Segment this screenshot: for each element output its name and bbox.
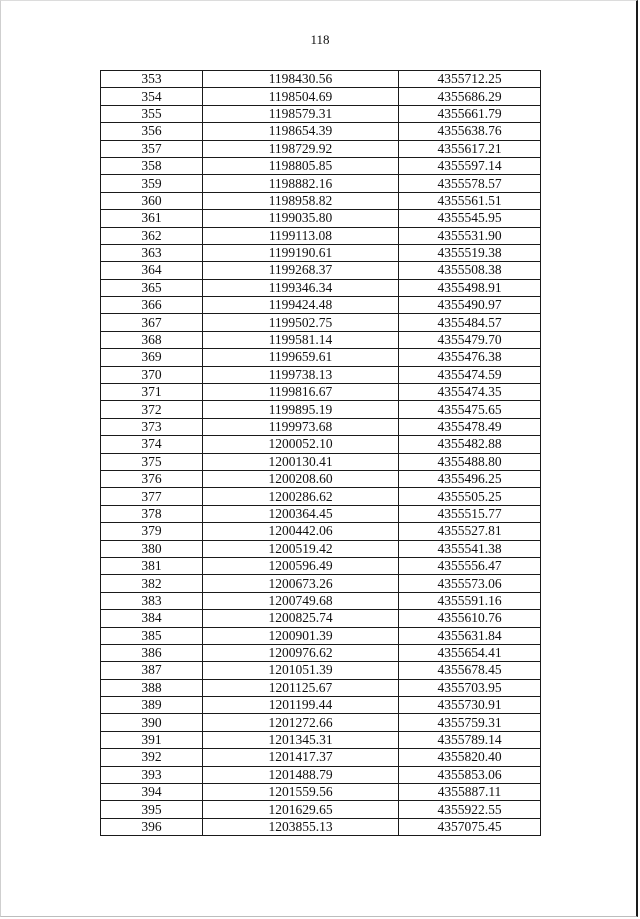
x-coordinate-cell: 1199502.75 xyxy=(203,314,399,331)
point-number-cell: 365 xyxy=(101,279,203,296)
point-number-cell: 383 xyxy=(101,592,203,609)
point-number-cell: 373 xyxy=(101,418,203,435)
x-coordinate-cell: 1201559.56 xyxy=(203,784,399,801)
table-row xyxy=(101,697,541,714)
x-coordinate-cell: 1198729.92 xyxy=(203,140,399,157)
page-number: 118 xyxy=(310,32,330,47)
table-row xyxy=(101,801,541,818)
point-number-cell: 371 xyxy=(101,384,203,401)
point-number-cell: 353 xyxy=(101,71,203,88)
y-coordinate-cell: 4355556.47 xyxy=(399,557,541,574)
x-coordinate-cell: 1199895.19 xyxy=(203,401,399,418)
table-row xyxy=(101,297,541,314)
coordinates-table xyxy=(100,70,541,836)
x-coordinate-cell: 1200825.74 xyxy=(203,610,399,627)
table-row xyxy=(101,679,541,696)
y-coordinate-cell: 4355490.97 xyxy=(399,297,541,314)
y-coordinate-cell: 4355573.06 xyxy=(399,575,541,592)
x-coordinate-cell: 1199346.34 xyxy=(203,279,399,296)
point-number-cell: 367 xyxy=(101,314,203,331)
table-row xyxy=(101,784,541,801)
y-coordinate-cell: 4355638.76 xyxy=(399,123,541,140)
y-coordinate-cell: 4357075.45 xyxy=(399,818,541,835)
x-coordinate-cell: 1201051.39 xyxy=(203,662,399,679)
table-row xyxy=(101,227,541,244)
table-row xyxy=(101,662,541,679)
x-coordinate-cell: 1199268.37 xyxy=(203,262,399,279)
table-row xyxy=(101,557,541,574)
x-coordinate-cell: 1203855.13 xyxy=(203,818,399,835)
table-row xyxy=(101,436,541,453)
table-row xyxy=(101,627,541,644)
point-number-cell: 387 xyxy=(101,662,203,679)
table-row xyxy=(101,644,541,661)
x-coordinate-cell: 1200976.62 xyxy=(203,644,399,661)
x-coordinate-cell: 1200286.62 xyxy=(203,488,399,505)
table-row xyxy=(101,157,541,174)
table-row xyxy=(101,88,541,105)
table-row xyxy=(101,731,541,748)
y-coordinate-cell: 4355661.79 xyxy=(399,105,541,122)
point-number-cell: 359 xyxy=(101,175,203,192)
y-coordinate-cell: 4355474.35 xyxy=(399,384,541,401)
table-row xyxy=(101,314,541,331)
table-row xyxy=(101,540,541,557)
y-coordinate-cell: 4355712.25 xyxy=(399,71,541,88)
point-number-cell: 382 xyxy=(101,575,203,592)
y-coordinate-cell: 4355853.06 xyxy=(399,766,541,783)
y-coordinate-cell: 4355498.91 xyxy=(399,279,541,296)
y-coordinate-cell: 4355479.70 xyxy=(399,331,541,348)
y-coordinate-cell: 4355484.57 xyxy=(399,314,541,331)
y-coordinate-cell: 4355591.16 xyxy=(399,592,541,609)
point-number-cell: 378 xyxy=(101,505,203,522)
point-number-cell: 385 xyxy=(101,627,203,644)
y-coordinate-cell: 4355654.41 xyxy=(399,644,541,661)
x-coordinate-cell: 1199659.61 xyxy=(203,349,399,366)
x-coordinate-cell: 1199424.48 xyxy=(203,297,399,314)
x-coordinate-cell: 1199113.08 xyxy=(203,227,399,244)
x-coordinate-cell: 1199738.13 xyxy=(203,366,399,383)
y-coordinate-cell: 4355496.25 xyxy=(399,470,541,487)
table-row xyxy=(101,71,541,88)
table-row xyxy=(101,210,541,227)
x-coordinate-cell: 1200519.42 xyxy=(203,540,399,557)
x-coordinate-cell: 1201417.37 xyxy=(203,749,399,766)
y-coordinate-cell: 4355759.31 xyxy=(399,714,541,731)
table-row xyxy=(101,331,541,348)
x-coordinate-cell: 1198430.56 xyxy=(203,71,399,88)
point-number-cell: 356 xyxy=(101,123,203,140)
table-row xyxy=(101,488,541,505)
x-coordinate-cell: 1200901.39 xyxy=(203,627,399,644)
x-coordinate-cell: 1200596.49 xyxy=(203,557,399,574)
y-coordinate-cell: 4355686.29 xyxy=(399,88,541,105)
table-row xyxy=(101,818,541,835)
table-row xyxy=(101,349,541,366)
table-row xyxy=(101,610,541,627)
point-number-cell: 370 xyxy=(101,366,203,383)
table-row xyxy=(101,105,541,122)
table-row xyxy=(101,470,541,487)
x-coordinate-cell: 1198882.16 xyxy=(203,175,399,192)
y-coordinate-cell: 4355474.59 xyxy=(399,366,541,383)
table-row xyxy=(101,505,541,522)
point-number-cell: 393 xyxy=(101,766,203,783)
x-coordinate-cell: 1199190.61 xyxy=(203,244,399,261)
x-coordinate-cell: 1200364.45 xyxy=(203,505,399,522)
point-number-cell: 388 xyxy=(101,679,203,696)
point-number-cell: 379 xyxy=(101,523,203,540)
table-row xyxy=(101,766,541,783)
x-coordinate-cell: 1201125.67 xyxy=(203,679,399,696)
y-coordinate-cell: 4355482.88 xyxy=(399,436,541,453)
point-number-cell: 360 xyxy=(101,192,203,209)
table-row xyxy=(101,192,541,209)
y-coordinate-cell: 4355678.45 xyxy=(399,662,541,679)
y-coordinate-cell: 4355789.14 xyxy=(399,731,541,748)
table-row xyxy=(101,262,541,279)
y-coordinate-cell: 4355597.14 xyxy=(399,157,541,174)
y-coordinate-cell: 4355887.11 xyxy=(399,784,541,801)
point-number-cell: 394 xyxy=(101,784,203,801)
x-coordinate-cell: 1201488.79 xyxy=(203,766,399,783)
y-coordinate-cell: 4355578.57 xyxy=(399,175,541,192)
y-coordinate-cell: 4355475.65 xyxy=(399,401,541,418)
y-coordinate-cell: 4355617.21 xyxy=(399,140,541,157)
table-row xyxy=(101,384,541,401)
point-number-cell: 376 xyxy=(101,470,203,487)
point-number-cell: 357 xyxy=(101,140,203,157)
table-row xyxy=(101,279,541,296)
x-coordinate-cell: 1201629.65 xyxy=(203,801,399,818)
table-row xyxy=(101,123,541,140)
point-number-cell: 372 xyxy=(101,401,203,418)
y-coordinate-cell: 4355703.95 xyxy=(399,679,541,696)
y-coordinate-cell: 4355610.76 xyxy=(399,610,541,627)
x-coordinate-cell: 1199581.14 xyxy=(203,331,399,348)
point-number-cell: 390 xyxy=(101,714,203,731)
coordinates-table-body xyxy=(101,71,541,836)
point-number-cell: 380 xyxy=(101,540,203,557)
y-coordinate-cell: 4355527.81 xyxy=(399,523,541,540)
y-coordinate-cell: 4355545.95 xyxy=(399,210,541,227)
point-number-cell: 366 xyxy=(101,297,203,314)
y-coordinate-cell: 4355476.38 xyxy=(399,349,541,366)
point-number-cell: 381 xyxy=(101,557,203,574)
y-coordinate-cell: 4355541.38 xyxy=(399,540,541,557)
point-number-cell: 396 xyxy=(101,818,203,835)
x-coordinate-cell: 1200052.10 xyxy=(203,436,399,453)
x-coordinate-cell: 1199816.67 xyxy=(203,384,399,401)
point-number-cell: 386 xyxy=(101,644,203,661)
x-coordinate-cell: 1198654.39 xyxy=(203,123,399,140)
table-row xyxy=(101,523,541,540)
point-number-cell: 364 xyxy=(101,262,203,279)
table-row xyxy=(101,401,541,418)
y-coordinate-cell: 4355631.84 xyxy=(399,627,541,644)
x-coordinate-cell: 1200442.06 xyxy=(203,523,399,540)
y-coordinate-cell: 4355515.77 xyxy=(399,505,541,522)
point-number-cell: 361 xyxy=(101,210,203,227)
table-row xyxy=(101,366,541,383)
point-number-cell: 374 xyxy=(101,436,203,453)
table-row xyxy=(101,714,541,731)
x-coordinate-cell: 1201199.44 xyxy=(203,697,399,714)
y-coordinate-cell: 4355561.51 xyxy=(399,192,541,209)
y-coordinate-cell: 4355478.49 xyxy=(399,418,541,435)
y-coordinate-cell: 4355922.55 xyxy=(399,801,541,818)
point-number-cell: 362 xyxy=(101,227,203,244)
point-number-cell: 384 xyxy=(101,610,203,627)
point-number-cell: 389 xyxy=(101,697,203,714)
point-number-cell: 363 xyxy=(101,244,203,261)
point-number-cell: 391 xyxy=(101,731,203,748)
point-number-cell: 355 xyxy=(101,105,203,122)
y-coordinate-cell: 4355730.91 xyxy=(399,697,541,714)
point-number-cell: 375 xyxy=(101,453,203,470)
x-coordinate-cell: 1200749.68 xyxy=(203,592,399,609)
x-coordinate-cell: 1198579.31 xyxy=(203,105,399,122)
table-row xyxy=(101,453,541,470)
table-row xyxy=(101,749,541,766)
point-number-cell: 354 xyxy=(101,88,203,105)
x-coordinate-cell: 1198504.69 xyxy=(203,88,399,105)
x-coordinate-cell: 1198958.82 xyxy=(203,192,399,209)
x-coordinate-cell: 1199973.68 xyxy=(203,418,399,435)
point-number-cell: 358 xyxy=(101,157,203,174)
point-number-cell: 369 xyxy=(101,349,203,366)
y-coordinate-cell: 4355505.25 xyxy=(399,488,541,505)
table-row xyxy=(101,140,541,157)
x-coordinate-cell: 1200130.41 xyxy=(203,453,399,470)
x-coordinate-cell: 1199035.80 xyxy=(203,210,399,227)
point-number-cell: 392 xyxy=(101,749,203,766)
y-coordinate-cell: 4355488.80 xyxy=(399,453,541,470)
x-coordinate-cell: 1201272.66 xyxy=(203,714,399,731)
table-row xyxy=(101,575,541,592)
point-number-cell: 395 xyxy=(101,801,203,818)
x-coordinate-cell: 1200673.26 xyxy=(203,575,399,592)
x-coordinate-cell: 1198805.85 xyxy=(203,157,399,174)
y-coordinate-cell: 4355820.40 xyxy=(399,749,541,766)
table-row xyxy=(101,418,541,435)
point-number-cell: 368 xyxy=(101,331,203,348)
y-coordinate-cell: 4355508.38 xyxy=(399,262,541,279)
table-row xyxy=(101,175,541,192)
table-row xyxy=(101,244,541,261)
table-row xyxy=(101,592,541,609)
x-coordinate-cell: 1200208.60 xyxy=(203,470,399,487)
x-coordinate-cell: 1201345.31 xyxy=(203,731,399,748)
point-number-cell: 377 xyxy=(101,488,203,505)
y-coordinate-cell: 4355531.90 xyxy=(399,227,541,244)
y-coordinate-cell: 4355519.38 xyxy=(399,244,541,261)
